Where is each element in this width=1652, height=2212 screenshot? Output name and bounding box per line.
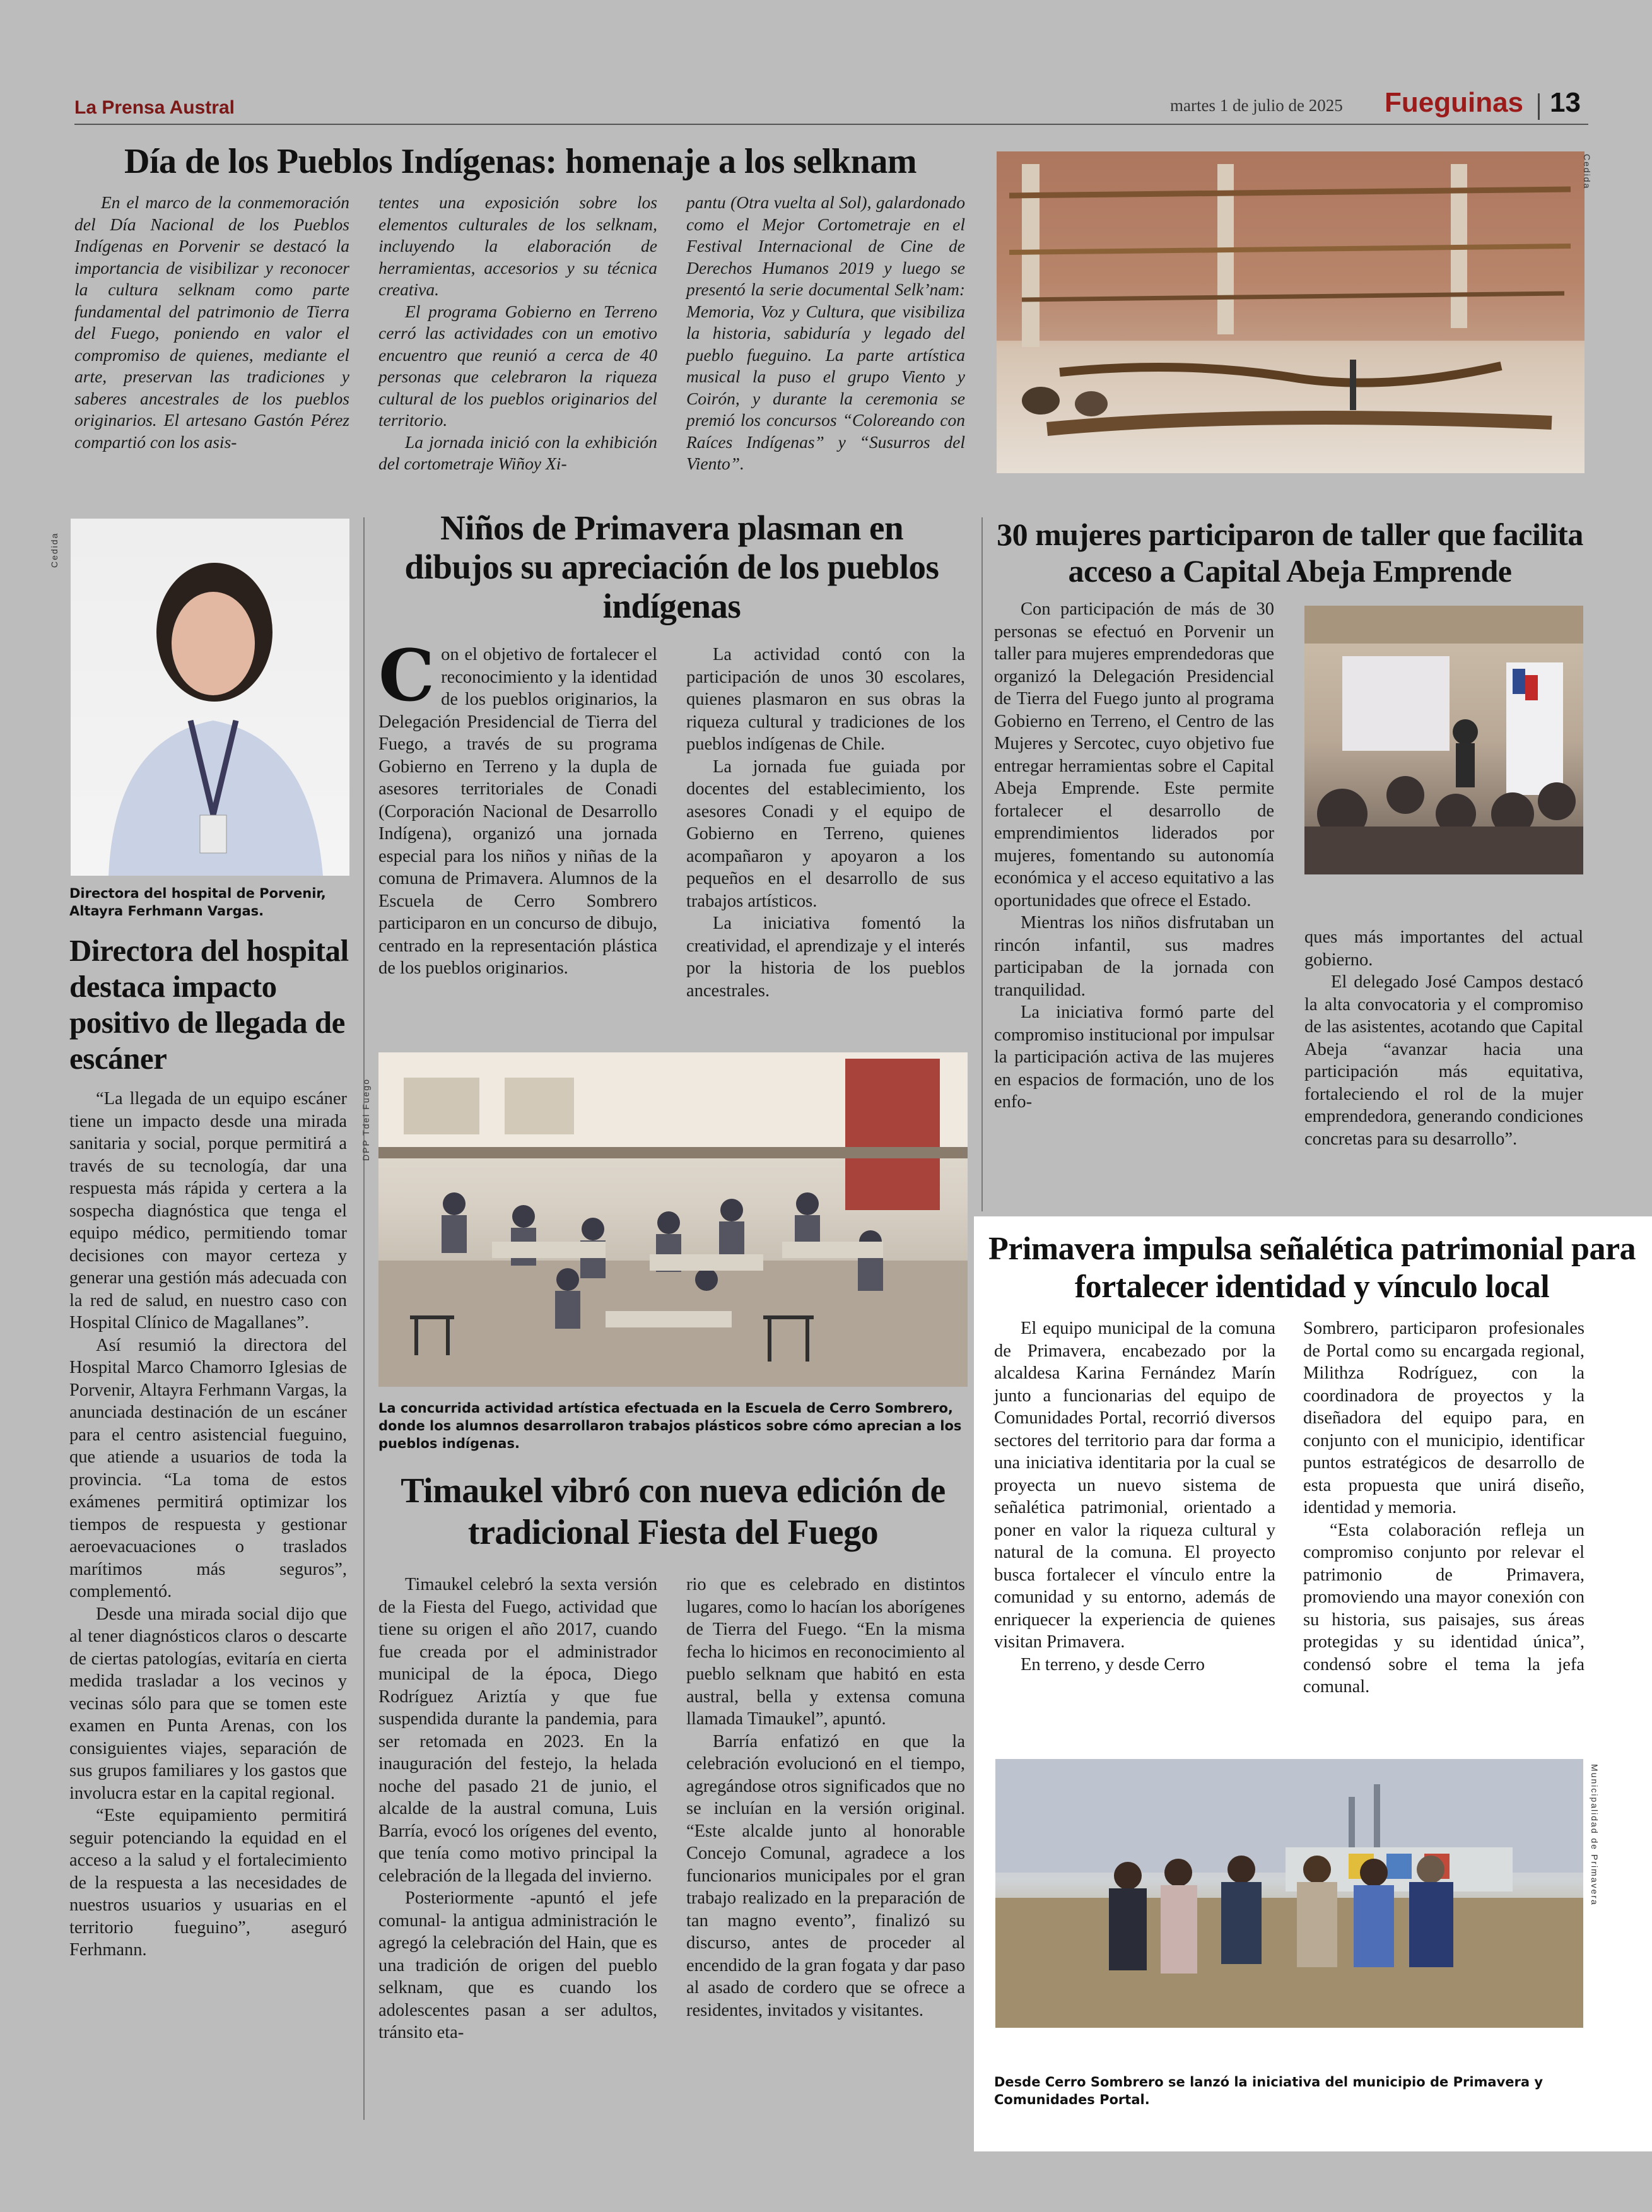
senaletica-col1-p1: El equipo municipal de la comuna de Primavera, encabezado por la alcaldesa Karina Fernández Marín junto a funcionarias del equipo de Comunidades Portal, recorrió diversos sectores del territorio para dar forma a una iniciativa identitaria por la cual se proyecta un nuevo sistema de señalética patrimonial, orientado a poner en valor la riqueza cultural y natural de la comuna. El proyecto busca fortalecer el vínculo entre la comunidad y su entorno, además de enriquecer la experiencia de quienes visitan Primavera. [994,1319,1275,1652]
timaukel-headline: Timaukel vibró con nueva edición de tradicional Fiesta del Fuego [401,1471,946,1552]
mujeres-col2-p1: ques más importantes del actual gobierno. [1304,927,1583,970]
lead-col1-p1: En el marco de la conmemoración del Día Nacional de los Pueblos Indígenas en Porvenir se destacó la importancia de visibilizar y reconocer la cultura selknam como parte fundamental del patrimonio de Tierra del Fuego, poniendo en valor el compromiso de quienes, mediante el arte, preservan las tradiciones y saberes ancestrales de los pueblos originarios. El artesano Gastón Pérez compartió con los asis- [74,192,349,452]
senaletica-group-photo [995,1759,1583,2028]
timaukel-column-1 [378,1574,657,2044]
senaletica-photo-caption: Desde Cerro Sombrero se lanzó la iniciativa del municipio de Primavera y Comunidades Portal. [994,2074,1544,2107]
hospital-body [69,1088,347,1962]
timaukel-col2-p1: rio que es celebrado en distintos lugares, como lo hacían los aborígenes de Tierra del Fuego. “En la misma fecha lo hicimos en reconocimiento al pueblo selknam que habitó en esta austral, bella y extensa comuna llamada Timaukel”, apuntó. [686,1575,965,1729]
mujeres-column-2 [1304,926,1583,1150]
hospital-p2: Así resumió la directora del Hospital Marco Chamorro Iglesias de Porvenir, Altayra Ferhmann Vargas, la anunciada destinación de un escáner para el centro asistencial fueguino, que atiende a usuarios de toda la provincia. “La toma de estos exámenes permitirá optimizar los tiempos de respuesta y gestionar aeroevacuaciones o traslados marítimos más seguros”, complementó. [69,1335,347,1601]
mujeres-col1-p1: Con participación de más de 30 personas se efectuó en Porvenir un taller para mujeres emprendedoras que organizó la Delegación Presidencial de Tierra del Fuego junto al programa Gobierno en Terreno, el Centro de las Mujeres y Sercotec, cuyo objetivo fue entregar herramientas sobre el Capital Abeja Emprende. Este permite fortalecer el desarrollo de emprendimientos liderados por mujeres, fomentando su autonomía económica y el acceso equitativo a las oportunidades que ofrece el Estado. [994,599,1274,910]
hospital-photo-caption: Directora del hospital de Porvenir, Altayra Ferhmann Vargas. [69,886,326,919]
senaletica-photo-credit: Municipalidad de Primavera [1590,1764,1600,1906]
mujeres-headline: 30 mujeres participaron de taller que facilita acceso a Capital Abeja Emprende [997,517,1583,589]
lead-column-3 [686,192,965,475]
lead-photo-artifacts [997,151,1585,473]
hospital-p3: Desde una mirada social dijo que al tener diagnósticos claros o descarte de ciertas patologías, evitaría en cierta medida trasladar a los vecinos y vecinas sólo para que se tomen este examen en Punta Arenas, con los consiguientes viajes, separación de sus grupos familiares y los gastos que involucra estar en la capital regional. [69,1604,347,1803]
lead-col2-p2: El programa Gobierno en Terreno cerró las actividades con un emotivo encuentro que reunió a cerca de 40 personas que celebraron la riqueza cultural de los pueblos originarios del territorio. [378,301,657,430]
lead-column-2 [378,192,657,475]
header-divider [1538,93,1540,120]
header-rule [74,124,1588,125]
ninos-col2-p3: La iniciativa fomentó la creatividad, el aprendizaje y el interés por la historia de los pueblos ancestrales. [686,914,965,1001]
lead-photo-credit: Cedida [1582,154,1592,190]
senaletica-col1-p2: En terreno, y desde Cerro [1021,1654,1205,1674]
hospital-p4: “Este equipamiento permitirá seguir potenciando la equidad en el acceso a la salud y el fortalecimiento de la respuesta a las necesidades de nuestros usuarios y usuarias en el territorio fueguino”, aseguró Ferhmann. [69,1806,347,1960]
mujeres-col1-p2: Mientras los niños disfrutaban un rincón infantil, sus madres participaban de la jornada con tranquilidad. [994,913,1274,1000]
senaletica-headline: Primavera impulsa señalética patrimonial para fortalecer identidad y vínculo local [988,1231,1636,1305]
mujeres-column-1 [994,598,1274,1114]
ninos-headline: Niños de Primavera plasman en dibujos su apreciación de los pueblos indígenas [404,509,939,625]
rule-left [363,517,365,2120]
ninos-col1-text: on el objetivo de fortalecer el reconocimiento y la identidad de los pueblos originarios, la Delegación Presidencial de Tierra del Fuego, a través de su programa Gobierno en Terreno y la dupla de asesores territoriales de Conadi (Corporación Nacional de Desarrollo Indígena), organizó una jornada especial para los niños y niñas de la comuna de Primavera. Alumnos de la Escuela de Cerro Sombrero participaron en un concurso de dibujo, centrado en la representación plástica de los pueblos originarios. [378,645,657,978]
senaletica-column-1 [994,1317,1275,1676]
hospital-photo-credit: Cedida [49,532,59,568]
lead-headline: Día de los Pueblos Indígenas: homenaje a los selknam [124,142,917,181]
senaletica-col2-p2: “Esta colaboración refleja un compromiso conjunto por relevar el patrimonio de Primavera, promoviendo una mayor conexión con su historia, sus paisajes, sus áreas protegidas y su identidad única”, condensó sobre el tema la jefa comunal. [1303,1520,1585,1697]
mujeres-workshop-photo [1304,606,1583,874]
page-number: 13 [1550,87,1581,118]
hospital-p1: “La llegada de un equipo escáner tiene un impacto desde una mirada sanitaria y social, porque permitirá a través de su tecnología, dar una respuesta más rápida y certera a la sospecha diagnóstica que tenga el equipo médico, permitiendo tomar decisiones con mayor certeza y generar una gestión más adecuada con la red de salud, en nuestro caso con Hospital Clínico de Magallanes”. [69,1089,347,1332]
lead-col3-p1: pantu (Otra vuelta al Sol), galardonado como el Mejor Cortometraje en el Festival Internacional de Cine de Derechos Humanos 2019 y luego se presentó la serie documental Selk’nam: Memoria, Voz y Cultura, que visibiliza la historia, sabiduría y legado del pueblo fueguino. La parte artística musical la puso el grupo Viento y Coirón, y durante la ceremonia se premió los concursos “Coloreando con Raíces Indígenas” y “Susurros del Viento”. [686,192,965,473]
ninos-photo-caption: La concurrida actividad artística efectuada en la Escuela de Cerro Sombrero, donde los alumnos desarrollaron trabajos plásticos sobre cómo aprecian a los pueblos indígenas. [378,1401,962,1451]
hospital-director-photo [71,519,349,876]
timaukel-col1-p1: Timaukel celebró la sexta versión de la Fiesta del Fuego, actividad que tiene su origen el año 2017, cuando fue creada por el administrador municipal de la época, Diego Rodríguez Ariztía y que fue suspendida durante la pandemia, para ser retomada en 2023. En la inauguración del festejo, la helada noche del pasado 21 de junio, el alcalde de la austral comuna, Luis Barría, evocó los orígenes del evento, que tenía como motivo principal la celebración de la llegada del invierno. [378,1575,657,1886]
ninos-photo-credit: DPP Tdel Fuego [361,1078,371,1161]
mujeres-col1-p3: La iniciativa formó parte del compromiso institucional por impulsar la participación activa de las mujeres en espacios de formación, uno de los enfo- [994,1003,1274,1112]
hospital-headline: Directora del hospital destaca impacto positivo de llegada de escáner [69,933,349,1076]
masthead-paper-name: La Prensa Austral [74,97,235,118]
ninos-classroom-photo [378,1052,968,1387]
ninos-column-2 [686,644,965,1002]
ninos-col2-p2: La jornada fue guiada por docentes del establecimiento, los asesores Conadi y el equipo de Gobierno en Terreno, quienes acompañaron y apoyaron a los pequeños en el desarrollo de sus trabajos artísticos. [686,756,965,911]
ninos-col2-p1: La actividad contó con la participación de unos 30 escolares, quienes plasmaron en sus obras la riqueza cultural y tradiciones de los pueblos indígenas de Chile. [686,645,965,754]
timaukel-col2-p2: Barría enfatizó en que la celebración evolucionó en el tiempo, agregándose otros significados que no se incluían en la versión original. “Este alcalde junto al honorable Concejo Comunal, agradece a los funcionarios municipales por el gran trabajo realizado en la preparación de tan magno evento”, finalizó su discurso, antes de proceder al encendido de la gran fogata y dar paso al asado de cordero que se ofrece a residentes, invitados y visitantes. [686,1731,965,2020]
header-date: martes 1 de julio de 2025 [1170,96,1343,115]
timaukel-col1-p2: Posteriormente -apuntó el jefe comunal- la antigua administración le agregó la celebración del Hain, que es una tradición de origen del pueblo selknam, que es cuando los adolescentes pasan a ser adultos, tránsito eta- [378,1888,657,2042]
timaukel-column-2 [686,1574,965,2021]
rule-right [981,517,983,1211]
mujeres-col2-p2: El delegado José Campos destacó la alta convocatoria y el compromiso de las asistentes, acotando que Capital Abeja “avanzar hacia una participación más equitativa, fortaleciendo el rol de la mujer emprendedora, generando condiciones concretas para su desarrollo”. [1304,972,1583,1149]
header-section: Fueguinas [1385,87,1524,118]
lead-col2-p1: tentes una exposición sobre los elementos culturales de los selknam, incluyendo la elaboración de herramientas, accesorios y su técnica creativa. [378,192,657,299]
ninos-column-1 [378,635,657,980]
senaletica-column-2 [1303,1317,1585,1698]
lead-column-1 [74,192,349,453]
ninos-dropcap: C [378,635,435,717]
senaletica-col2-p1: Sombrero, participaron profesionales de Portal como su encargada regional, Milithza Rodríguez, con la coordinadora de proyectos y la diseñadora del equipo para, en conjunto con el municipio, identificar puntos estratégicos de desarrollo de esta propuesta que unirá diseño, identidad y memoria. [1303,1319,1585,1517]
lead-col2-p3: La jornada inició con la exhibición del cortometraje Wiñoy Xi- [378,432,657,473]
ninos-col1-p1 [378,635,657,980]
